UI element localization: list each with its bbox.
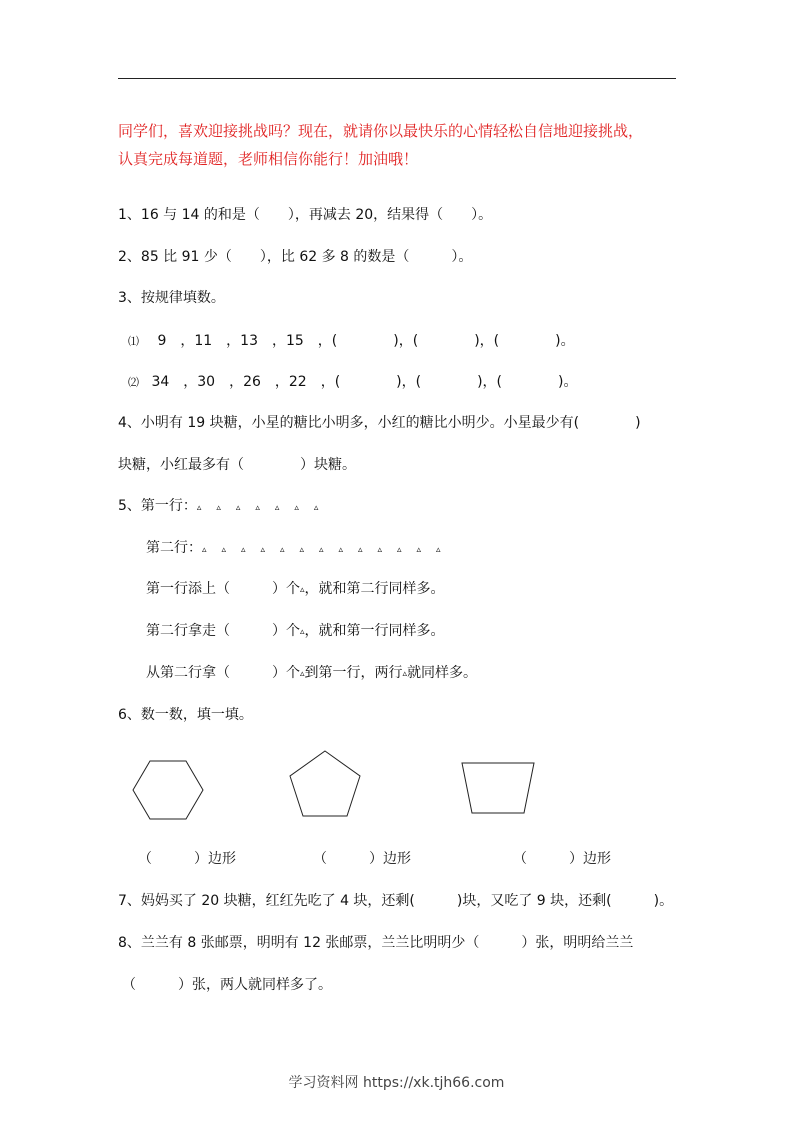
- triangle-icon: ▵: [436, 545, 441, 555]
- row-1-sequence: 9 ，11 ，13 ，15 ，( )，( )，( )。: [157, 333, 575, 349]
- triangle-icon: ▵: [235, 503, 241, 513]
- triangle-icon: ▵: [319, 545, 324, 555]
- q5b-text-end: ，就和第一行同样多。: [304, 623, 445, 639]
- question-3-title: 3、按规律填数。: [118, 290, 225, 306]
- triangle-icon: ▵: [402, 669, 408, 679]
- question-5-row-1: [118, 497, 333, 517]
- footer-watermark: 学习资料网 https://xk.tjh66.com: [288, 1075, 505, 1091]
- question-2: 2、85 比 91 少（ ），比 62 多 8 的数是（ ）。: [118, 249, 473, 265]
- triangle-icon: ▵: [221, 545, 227, 555]
- triangle-icon: ▵: [300, 669, 305, 679]
- row-1-label: ⑴: [128, 335, 139, 348]
- triangle-icon: ▵: [294, 503, 299, 513]
- triangle-icon: ▵: [299, 545, 305, 555]
- q5a-text: 第一行添上（ ）个: [146, 581, 300, 597]
- row-2-label: 第二行：: [146, 540, 202, 556]
- question-6-blank-1: （ ）边形: [138, 851, 236, 867]
- row-2-label: ⑵: [128, 376, 139, 389]
- triangle-icon: ▵: [300, 585, 305, 595]
- header-rule: [118, 78, 676, 79]
- question-5-c: [146, 664, 477, 683]
- question-3-row-1: [128, 332, 575, 351]
- triangle-icon: ▵: [274, 503, 280, 513]
- intro-line-2: 认真完成每道题，老师相信你能行！加油哦！: [118, 150, 419, 168]
- row-1-label: 5、第一行：: [118, 498, 197, 514]
- triangle-icon: ▵: [377, 545, 383, 555]
- question-6-title: 6、数一数，填一填。: [118, 707, 253, 723]
- triangle-icon: ▵: [202, 545, 207, 555]
- question-4-line-2: 块糖，小红最多有（ ）块糖。: [118, 457, 356, 473]
- pentagon-shape: [284, 746, 366, 822]
- question-8-line-1: 8、兰兰有 8 张邮票，明明有 12 张邮票，兰兰比明明少（ ）张，明明给兰兰: [118, 935, 634, 951]
- triangle-row-2: [202, 540, 456, 556]
- intro-line-1: 同学们，喜欢迎接挑战吗？现在，就请你以最快乐的心情轻松自信地迎接挑战，: [118, 122, 644, 140]
- question-8-line-2: （ ）张，两人就同样多了。: [122, 977, 332, 993]
- question-7: 7、妈妈买了 20 块糖，红红先吃了 4 块，还剩( )块，又吃了 9 块，还剩( )。: [118, 893, 674, 909]
- triangle-icon: ▵: [241, 545, 246, 555]
- question-1: 1、16 与 14 的和是（ ），再减去 20，结果得（ ）。: [118, 207, 493, 223]
- question-6-blank-3: （ ）边形: [513, 851, 611, 867]
- q5c-text-end: 就同样多。: [407, 665, 478, 681]
- triangle-icon: ▵: [300, 627, 305, 637]
- trapezoid-shape: [458, 758, 540, 818]
- triangle-icon: ▵: [358, 545, 363, 555]
- triangle-row-1: [197, 498, 334, 514]
- triangle-icon: ▵: [397, 545, 402, 555]
- question-5-row-2: [146, 539, 456, 559]
- triangle-icon: ▵: [255, 503, 260, 513]
- q5c-text: 从第二行拿（ ）个: [146, 665, 300, 681]
- hexagon-shape: [128, 756, 208, 826]
- q5a-text-end: ，就和第二行同样多。: [304, 581, 445, 597]
- question-4-line-1: 4、小明有 19 块糖，小星的糖比小明多，小红的糖比小明少。小星最少有( ): [118, 415, 641, 431]
- triangle-icon: ▵: [196, 503, 202, 513]
- triangle-icon: ▵: [416, 545, 422, 555]
- triangle-icon: ▵: [216, 503, 221, 513]
- question-5-a: [146, 580, 445, 599]
- question-3-row-2: [128, 373, 577, 392]
- row-2-sequence: 34 ，30 ，26 ，22 ，( )，( )，( )。: [151, 374, 578, 390]
- q5c-text-mid: 到第一行，两行: [304, 665, 403, 681]
- triangle-icon: ▵: [280, 545, 285, 555]
- question-6-blank-2: （ ）边形: [313, 851, 411, 867]
- triangle-icon: ▵: [313, 503, 319, 513]
- triangle-icon: ▵: [338, 545, 344, 555]
- question-5-b: [146, 622, 445, 641]
- q5b-text: 第二行拿走（ ）个: [146, 623, 300, 639]
- triangle-icon: ▵: [260, 545, 266, 555]
